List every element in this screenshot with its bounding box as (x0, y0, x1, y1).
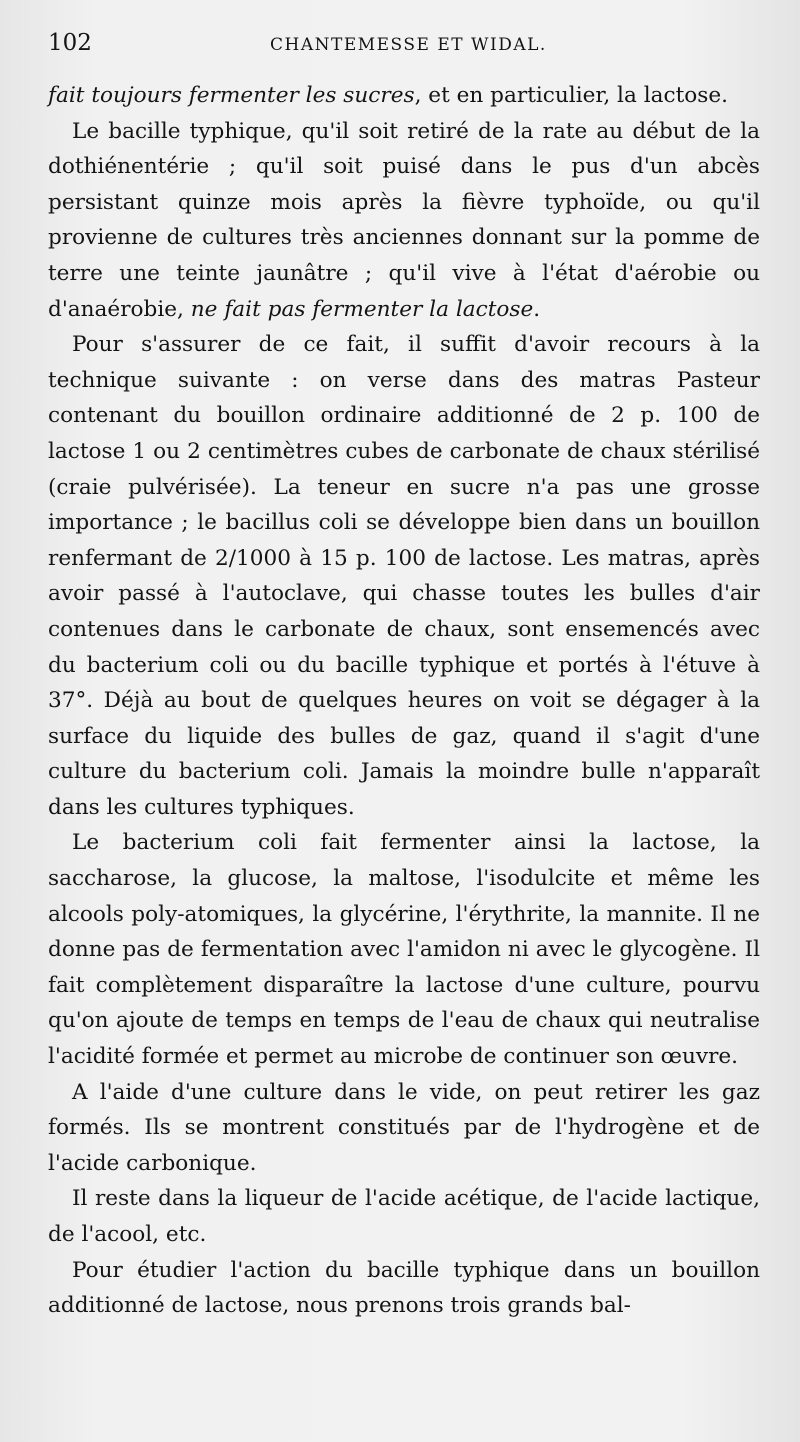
paragraph (48, 78, 760, 114)
running-title: CHANTEMESSE ET WIDAL. (270, 35, 547, 55)
paragraph-text: Pour s'assurer de ce fait, il suffit d'avoir recours à la technique suivante : on verse dans des matras Pasteur contenant du bouillon ordinaire additionné de 2 p. 100 de lactose 1 ou 2 centimètres cubes de carbonate de chaux stérilisé (craie pulvérisée). La teneur en sucre n'a pas une grosse importance ; le bacillus coli se développe bien dans un bouillon renfermant de 2/1000 à 15 p. 100 de lactose. Les matras, après avoir passé à l'autoclave, qui chasse toutes les bulles d'air contenues dans le carbonate de chaux, sont ensemencés avec du bacterium coli ou du bacille typhique et portés à l'étuve à 37°. Déjà au bout de quelques heures on voit se dégager à la surface du liquide des bulles de gaz, quand il s'agit d'une culture du bacterium coli. Jamais la moindre bulle n'apparaît dans les cultures typhiques. (48, 332, 760, 820)
paragraph-text: A l'aide d'une culture dans le vide, on peut retirer les gaz formés. Ils se montrent constitués par de l'hydrogène et de l'acide carbonique. (48, 1079, 760, 1176)
paragraph-text: Il reste dans la liqueur de l'acide acétique, de l'acide lactique, de l'acool, etc. (48, 1186, 760, 1247)
paragraph-text: Pour étudier l'action du bacille typhique dans un bouillon additionné de lactose, nous prenons trois grands bal- (48, 1257, 760, 1319)
paragraph-text: . (533, 296, 541, 322)
paragraph (48, 825, 760, 1074)
italic-text: fait toujours fermenter les sucres (48, 83, 415, 108)
paragraph-text: Le bacterium coli fait fermenter ainsi la lactose, la saccharose, la glucose, la maltose, l'isodulcite et même les alcools poly-atomiques, la glycérine, l'érythrite, la mannite. Il ne donne pas de fermentation avec l'amidon ni avec le glycogène. Il fait complètement disparaître la lactose d'une culture, pourvu qu'on ajoute de temps en temps de l'eau de chaux qui neutralise l'acidité formée et permet au microbe de continuer son œuvre. (48, 830, 760, 1070)
running-head (48, 30, 760, 74)
body-text (48, 78, 760, 1324)
paragraph (48, 1253, 760, 1324)
paragraph (48, 114, 760, 328)
paragraph (48, 327, 760, 825)
paragraph (48, 1181, 760, 1252)
paragraph-text: Le bacille typhique, qu'il soit retiré de la rate au début de la dothiénentérie ; qu'il soit puisé dans le pus d'un abcès persistant quinze mois après la fièvre typhoïde, ou qu'il provienne de cultures très anciennes donnant sur la pomme de terre une teinte jaunâtre ; qu'il vive à l'état d'aérobie ou d'anaérobie, (48, 118, 760, 322)
paragraph-text: , et en particulier, la lactose. (414, 83, 728, 108)
paragraph (48, 1075, 760, 1182)
italic-text: ne fait pas fermenter la lactose (190, 296, 534, 322)
page-number: 102 (48, 30, 92, 56)
